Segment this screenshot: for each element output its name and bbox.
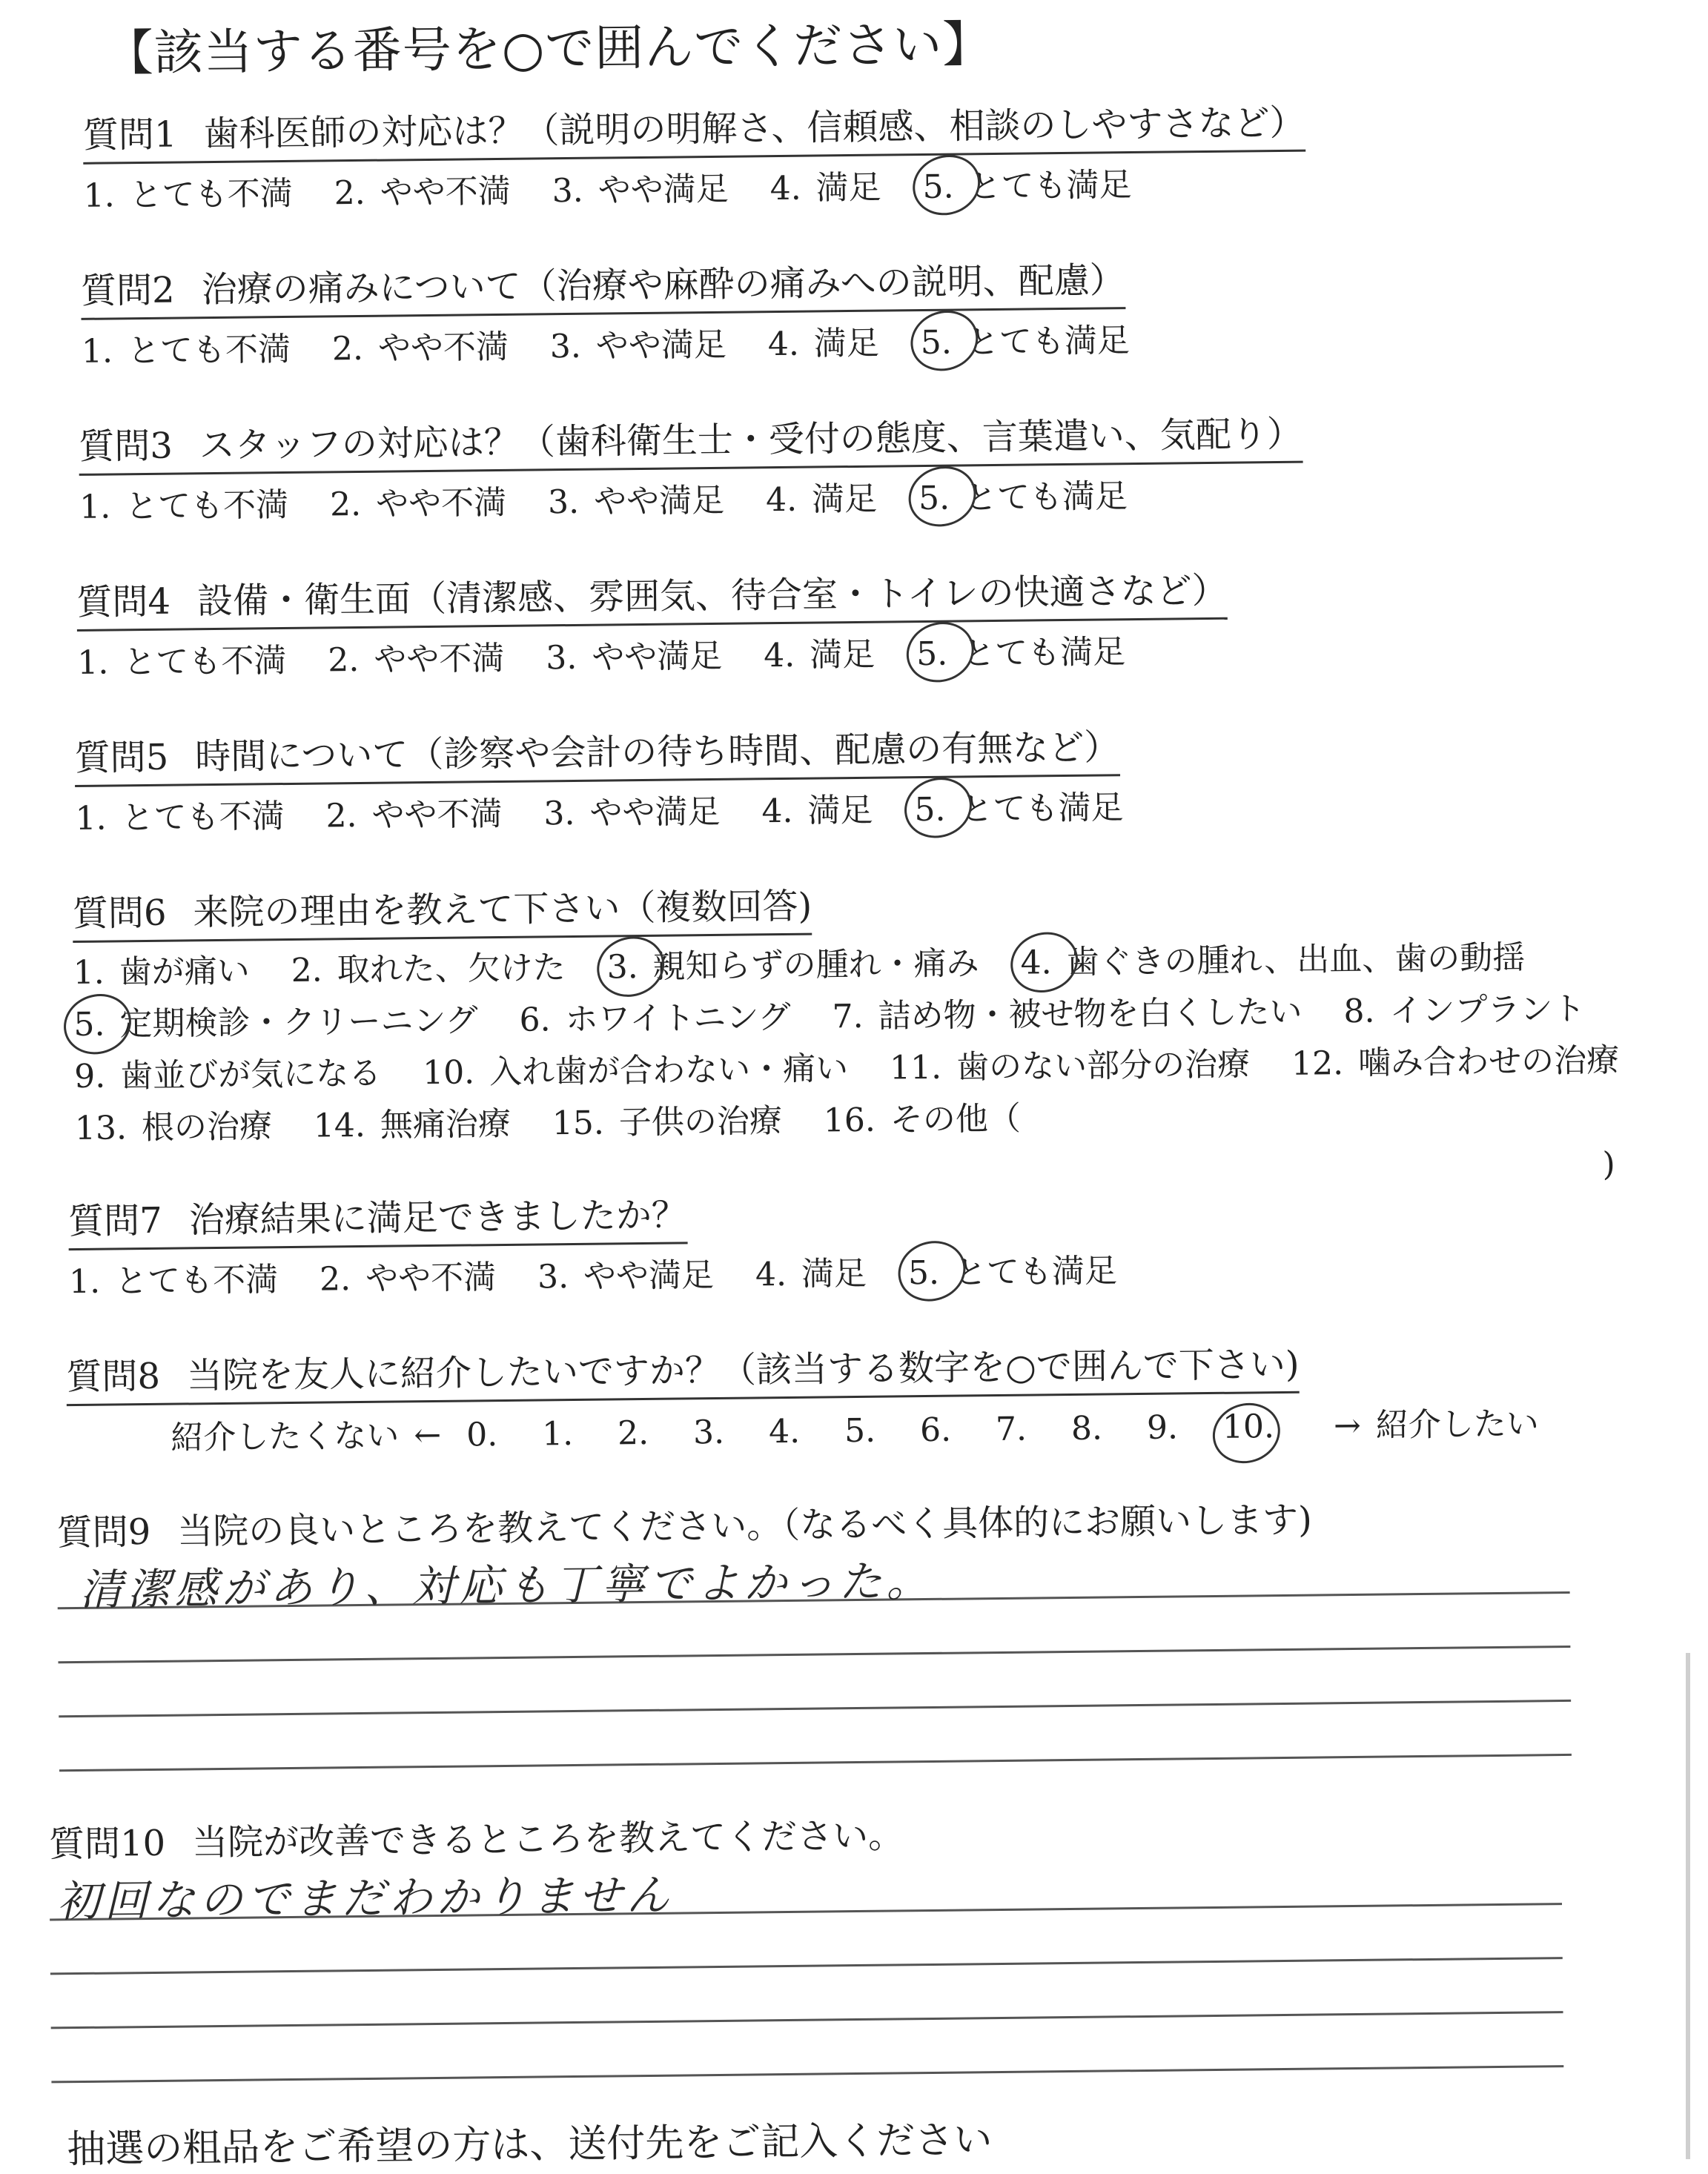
question-heading	[83, 94, 1305, 165]
option-11[interactable]: 11. 歯のない部分の治療	[889, 1045, 1251, 1087]
question-2	[81, 251, 1161, 372]
answer-options	[83, 156, 1305, 216]
option-3[interactable]: 3. やや満足	[549, 325, 727, 366]
option-5-selected[interactable]: 5. とても満足	[914, 781, 1124, 830]
question-3	[79, 405, 1303, 528]
option-6[interactable]: 6. ホワイトニング	[519, 998, 791, 1039]
question-8	[66, 1333, 1539, 1459]
question-text: 来院の理由を教えて下さい（複数回答)	[193, 885, 812, 934]
scale-3[interactable]: 3.	[692, 1413, 725, 1452]
question-heading	[76, 562, 1228, 632]
option-10[interactable]: 10. 入れ歯が合わない・痛い	[422, 1050, 849, 1093]
answer-options	[73, 931, 1651, 1207]
handwritten-answer: 清潔感があり、対応も丁寧でよかった。	[79, 1555, 934, 1615]
answer-options	[69, 1244, 1149, 1302]
close-paren: )	[1602, 1145, 1616, 1184]
question-4	[76, 562, 1228, 683]
option-1[interactable]: 1. とても不満	[81, 330, 291, 371]
footer-note: 抽選の粗品をご希望の方は、送付先をご記入ください	[67, 2118, 993, 2173]
option-8[interactable]: 8. インプラント	[1343, 990, 1586, 1031]
option-3[interactable]: 3. やや満足	[537, 1256, 715, 1296]
question-number: 質問9	[56, 1511, 151, 1554]
option-2[interactable]: 2. 取れた、欠けた	[291, 949, 566, 990]
question-heading	[74, 718, 1119, 787]
option-14[interactable]: 14. 無痛治療	[313, 1104, 512, 1145]
recommend-scale	[171, 1396, 1539, 1458]
answer-options	[75, 781, 1155, 839]
option-7[interactable]: 7. 詰め物・被せ物を白くしたい	[832, 992, 1302, 1036]
scale-8[interactable]: 8.	[1070, 1409, 1103, 1448]
scale-left-label: 紹介したくない	[171, 1416, 400, 1457]
option-1[interactable]: 1. 歯が痛い	[73, 952, 250, 992]
option-3[interactable]: 3. やや満足	[546, 637, 723, 677]
option-5-selected[interactable]: 5. 定期検診・クリーニング	[73, 995, 478, 1051]
option-1[interactable]: 1. とても不満	[68, 1261, 279, 1302]
question-text: 治療の痛みについて（治療や麻酔の痛みへの説明、配慮）	[201, 259, 1125, 311]
option-4[interactable]: 4. 満足	[767, 324, 880, 364]
question-number: 質問3	[79, 425, 173, 468]
question-text: 設備・衛生面（清潔感、雰囲気、待合室・トイレの快適さなど）	[196, 569, 1228, 623]
option-1[interactable]: 1. とても不満	[77, 642, 287, 682]
question-10	[49, 1800, 1564, 2083]
option-3[interactable]: 3. やや満足	[552, 170, 729, 211]
question-number: 質問10	[48, 1822, 166, 1866]
scale-0[interactable]: 0.	[466, 1416, 498, 1454]
option-5-selected[interactable]: 5. とても満足	[916, 625, 1126, 675]
scale-6[interactable]: 6.	[919, 1411, 952, 1450]
question-text: 時間について（診察や会計の待ち時間、配慮の有無など）	[194, 726, 1120, 778]
option-2[interactable]: 2. やや不満	[328, 639, 505, 680]
option-4[interactable]: 4. 満足	[765, 480, 878, 520]
scale-9[interactable]: 9.	[1146, 1408, 1179, 1447]
option-1[interactable]: 1. とても不満	[75, 798, 285, 838]
question-number: 質問8	[66, 1355, 161, 1399]
option-5-selected[interactable]: 5. とても満足	[918, 469, 1128, 519]
question-number: 質問5	[74, 736, 169, 779]
option-13[interactable]: 13. 根の治療	[74, 1107, 273, 1148]
question-7	[68, 1182, 1148, 1302]
option-16[interactable]: 16. その他（	[823, 1099, 1022, 1140]
answer-options	[77, 624, 1228, 683]
scale-4[interactable]: 4.	[768, 1412, 801, 1451]
question-text: 当院を友人に紹介したいですか？（該当する数字を○で囲んで下さい)	[186, 1343, 1300, 1397]
right-arrow-icon: →	[1333, 1406, 1362, 1445]
option-2[interactable]: 2. やや不満	[319, 1259, 497, 1299]
answer-options	[79, 468, 1303, 528]
scale-right-label: 紹介したい	[1375, 1405, 1540, 1445]
option-15[interactable]: 15. 子供の治療	[552, 1102, 783, 1143]
question-number: 質問2	[80, 269, 175, 312]
question-1	[83, 94, 1306, 216]
scale-2[interactable]: 2.	[617, 1414, 649, 1453]
option-2[interactable]: 2. やや不満	[331, 328, 509, 368]
option-4[interactable]: 4. 満足	[764, 635, 875, 675]
handwritten-answer: 初回なのでまだわかりません	[56, 1869, 675, 1927]
question-text: 当院が改善できるところを教えてください。	[191, 1815, 904, 1864]
paper-edge	[1686, 1653, 1690, 2159]
option-1[interactable]: 1. とても不満	[79, 485, 289, 526]
scale-10-selected[interactable]: 10.	[1222, 1408, 1275, 1446]
option-3[interactable]: 3. やや満足	[547, 481, 725, 522]
question-text: 歯科医師の対応は？（説明の明解さ、信頼感、相談のしやすさなど）	[203, 102, 1305, 156]
option-5-selected[interactable]: 5. とても満足	[922, 158, 1132, 208]
option-1[interactable]: 1. とても不満	[83, 174, 294, 215]
option-3[interactable]: 3. やや満足	[543, 792, 721, 833]
option-4[interactable]: 4. 満足	[761, 791, 873, 831]
scale-7[interactable]: 7.	[995, 1410, 1027, 1449]
question-number: 質問6	[72, 892, 167, 935]
question-text: 当院の良いところを教えてください。（なるべく具体的にお願いします)	[176, 1499, 1313, 1553]
option-4[interactable]: 4. 満足	[755, 1254, 867, 1294]
question-6	[73, 869, 1652, 1207]
option-5-selected[interactable]: 5. とても満足	[920, 314, 1130, 363]
left-arrow-icon: ←	[414, 1416, 442, 1455]
question-number: 質問4	[76, 580, 171, 623]
answer-lines[interactable]	[57, 1540, 1572, 1772]
question-heading	[81, 251, 1125, 320]
question-9	[56, 1488, 1572, 1772]
option-3-selected[interactable]: 3. 親知らずの腫れ・痛み	[606, 938, 979, 993]
question-heading	[79, 405, 1302, 476]
option-2[interactable]: 2. やや不満	[325, 795, 503, 835]
answer-lines[interactable]	[49, 1851, 1563, 2083]
scale-5[interactable]: 5.	[844, 1411, 876, 1451]
question-text: スタッフの対応は？（歯科衛生士・受付の態度、言葉遣い、気配り）	[199, 413, 1303, 467]
option-12[interactable]: 12. 噛み合わせの治療	[1291, 1041, 1620, 1083]
question-text: 治療結果に満足できましたか？	[188, 1194, 688, 1242]
question-number: 質問7	[67, 1199, 163, 1243]
option-5-selected[interactable]: 5. とても満足	[908, 1244, 1118, 1293]
question-heading	[73, 878, 812, 943]
page-title: 【該当する番号を○で囲んでください】	[104, 15, 993, 82]
question-heading	[66, 1336, 1300, 1406]
option-9[interactable]: 9. 歯並びが気になる	[73, 1054, 382, 1096]
question-5	[74, 718, 1154, 839]
question-heading	[68, 1186, 687, 1250]
question-number: 質問1	[82, 113, 177, 156]
answer-options	[82, 314, 1162, 372]
option-4-selected[interactable]: 4. 歯ぐきの腫れ、出血、歯の動揺	[1020, 932, 1525, 990]
scale-1[interactable]: 1.	[541, 1415, 574, 1454]
option-2[interactable]: 2. やや不満	[329, 483, 507, 524]
option-2[interactable]: 2. やや不満	[334, 172, 511, 213]
option-4[interactable]: 4. 満足	[769, 168, 881, 208]
